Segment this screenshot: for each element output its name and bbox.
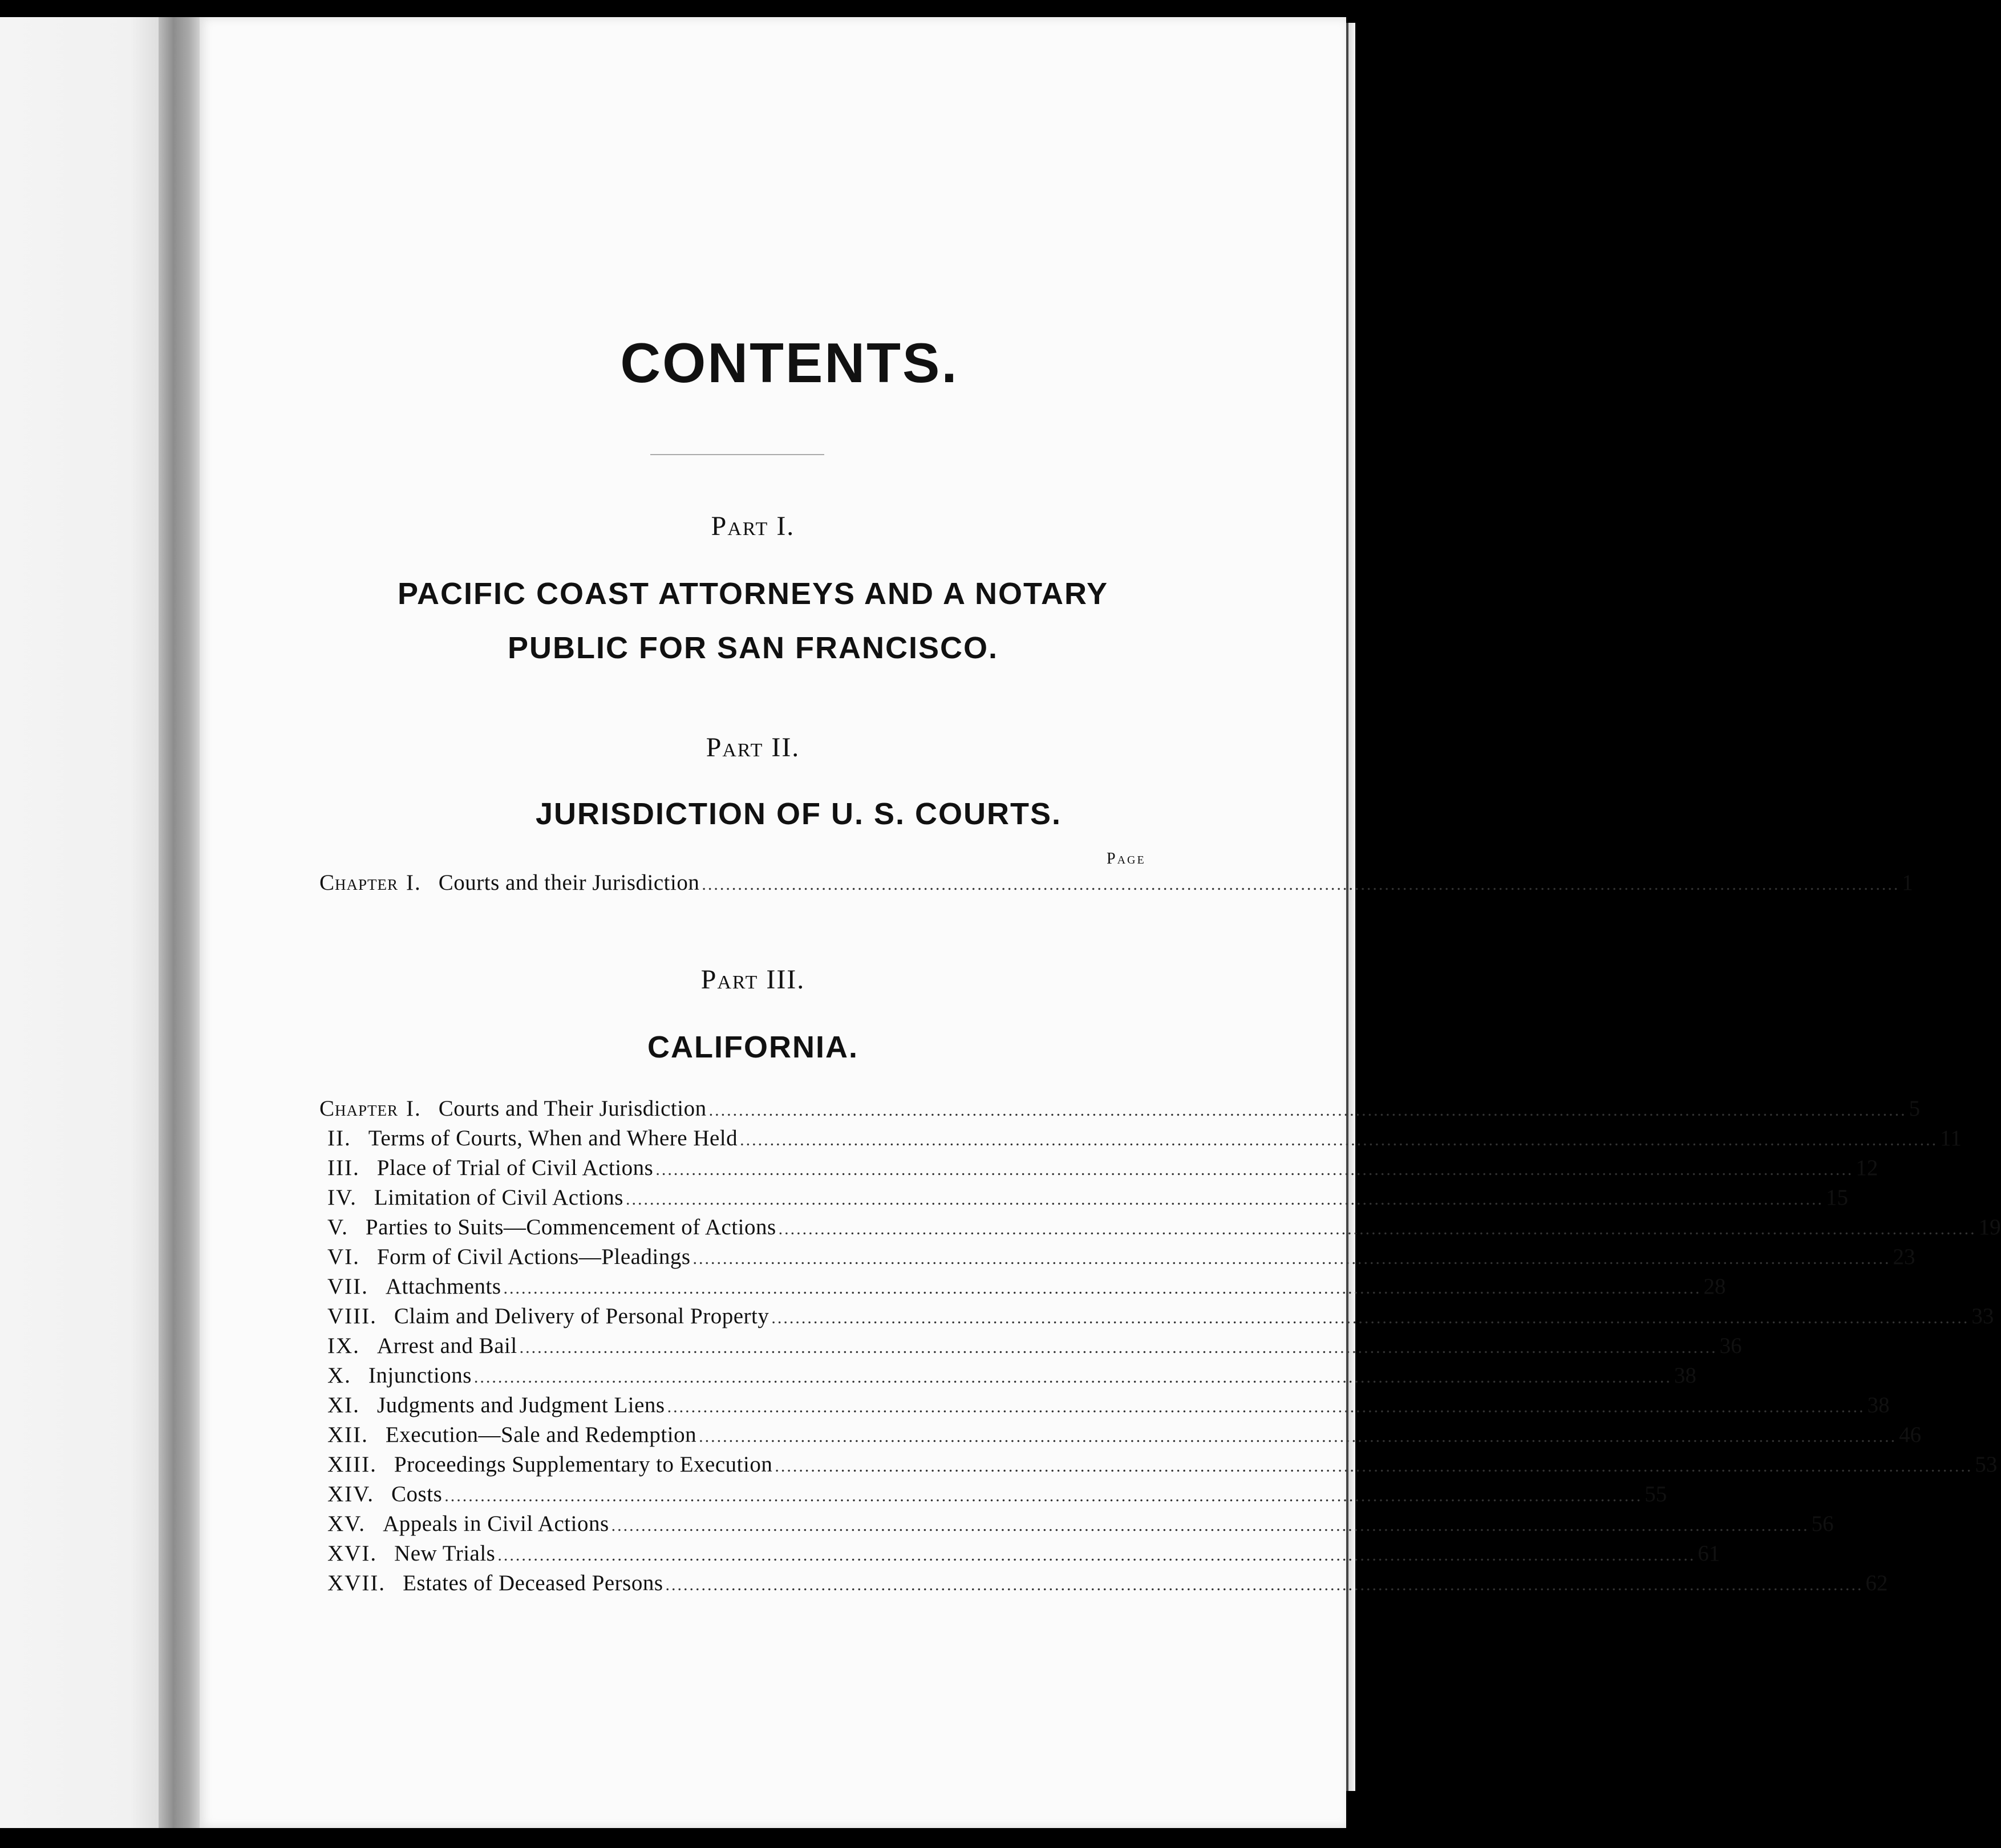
chapter-number — [319, 1331, 377, 1361]
chapter-number — [319, 1242, 377, 1272]
dot-leader: ........................................................................................................................................................................................................ — [667, 1397, 1865, 1416]
toc-entry — [319, 1391, 1890, 1420]
chapter-page-number: 19 — [1978, 1215, 2001, 1239]
toc-entry — [319, 1420, 1922, 1450]
chapter-number — [319, 868, 439, 898]
toc-entry — [319, 1124, 1962, 1153]
chapter-title: Courts and Their Jurisdiction — [438, 1096, 707, 1121]
chapter-title: Appeals in Civil Actions — [383, 1511, 609, 1536]
toc-entry — [319, 1302, 1994, 1331]
chapter-numeral: VIII. — [327, 1304, 377, 1328]
dot-leader: ........................................................................................................................................................................................................ — [692, 1249, 1891, 1268]
chapter-number — [319, 1420, 386, 1450]
chapter-page-number: 36 — [1719, 1334, 1742, 1358]
toc-entry — [319, 1450, 1998, 1480]
scan-bottom-edge — [0, 1828, 1385, 1848]
chapter-title: Proceedings Supplementary to Execution — [394, 1452, 773, 1477]
part3-heading: CALIFORNIA. — [647, 1030, 858, 1064]
dot-leader: ........................................................................................................................................................................................................ — [444, 1486, 1643, 1505]
title-rule — [650, 454, 824, 455]
chapter-title: Execution—Sale and Redemption — [385, 1423, 697, 1447]
chapter-title: Form of Civil Actions—Pleadings — [376, 1245, 691, 1269]
chapter-numeral: VI. — [327, 1245, 360, 1269]
chapter-number — [319, 1302, 394, 1331]
dot-leader: ........................................................................................................................................................................................................ — [775, 1457, 1973, 1476]
chapter-title: Limitation of Civil Actions — [374, 1185, 623, 1210]
part2-toc — [319, 868, 1913, 898]
dot-leader: ........................................................................................................................................................................................................ — [655, 1160, 1854, 1179]
toc-entry — [319, 1242, 1915, 1272]
toc-entry — [319, 1183, 1848, 1213]
chapter-title: Courts and their Jurisdiction — [438, 870, 700, 895]
dot-leader: ........................................................................................................................................................................................................ — [699, 1427, 1897, 1446]
chapter-prefix: Chapter — [319, 1096, 399, 1121]
dot-leader: ........................................................................................................................................................................................................ — [625, 1190, 1824, 1209]
dot-leader: ........................................................................................................................................................................................................ — [702, 875, 1900, 894]
dot-leader: ........................................................................................................................................................................................................ — [740, 1130, 1938, 1149]
dot-leader: ........................................................................................................................................................................................................ — [708, 1101, 1907, 1120]
chapter-numeral: III. — [327, 1156, 360, 1180]
chapter-title: Arrest and Bail — [376, 1334, 517, 1358]
chapter-number — [319, 1361, 368, 1391]
chapter-title: Parties to Suits—Commencement of Actions — [365, 1215, 776, 1239]
chapter-title: Costs — [391, 1482, 443, 1506]
chapter-page-number: 15 — [1825, 1185, 1848, 1210]
toc-entry — [319, 1331, 1742, 1361]
chapter-numeral: I. — [406, 1096, 422, 1121]
chapter-number — [319, 1124, 368, 1153]
chapter-number — [319, 1569, 403, 1598]
chapter-page-number: 11 — [1940, 1126, 1962, 1150]
chapter-numeral: X. — [327, 1363, 351, 1388]
dot-leader: ........................................................................................................................................................................................................ — [611, 1516, 1809, 1535]
chapter-numeral: XIII. — [327, 1452, 377, 1477]
chapter-title: Place of Trial of Civil Actions — [376, 1156, 654, 1180]
chapter-page-number: 5 — [1909, 1096, 1921, 1121]
dot-leader: ........................................................................................................................................................................................................ — [497, 1546, 1696, 1565]
chapter-number — [319, 1272, 386, 1302]
chapter-title: New Trials — [394, 1541, 496, 1566]
chapter-page-number: 61 — [1698, 1541, 1720, 1566]
toc-entry — [319, 1509, 1834, 1539]
chapter-page-number: 12 — [1856, 1156, 1878, 1180]
chapter-page-number: 28 — [1703, 1274, 1726, 1299]
chapter-prefix: Chapter — [319, 870, 399, 895]
chapter-page-number: 23 — [1893, 1245, 1915, 1269]
chapter-page-number: 46 — [1899, 1423, 1922, 1447]
chapter-page-number: 62 — [1865, 1571, 1888, 1595]
chapter-page-number: 55 — [1644, 1482, 1667, 1506]
chapter-numeral: XV. — [327, 1511, 366, 1536]
toc-entry — [319, 1539, 1720, 1569]
chapter-numeral: XI. — [327, 1393, 360, 1417]
chapter-numeral: XII. — [327, 1423, 368, 1447]
part3-toc — [319, 1094, 2001, 1598]
chapter-page-number: 38 — [1867, 1393, 1890, 1417]
toc-entry — [319, 1569, 1888, 1598]
chapter-page-number: 53 — [1975, 1452, 1998, 1477]
dot-leader: ........................................................................................................................................................................................................ — [665, 1575, 1864, 1594]
chapter-number — [319, 1539, 394, 1569]
toc-entry — [319, 1094, 1921, 1124]
toc-entry — [319, 868, 1913, 898]
chapter-number — [319, 1094, 439, 1124]
chapter-number — [319, 1509, 383, 1539]
chapter-number — [319, 1213, 366, 1242]
chapter-title: Claim and Delivery of Personal Property — [394, 1304, 769, 1328]
toc-entry — [319, 1480, 1667, 1509]
chapter-numeral: IX. — [327, 1334, 360, 1358]
chapter-number — [319, 1450, 394, 1480]
chapter-number — [319, 1153, 377, 1183]
dot-leader: ........................................................................................................................................................................................................ — [771, 1308, 1970, 1327]
dot-leader: ........................................................................................................................................................................................................ — [473, 1368, 1672, 1387]
toc-entry — [319, 1272, 1726, 1302]
toc-entry — [319, 1153, 1878, 1183]
part1-heading-line1: PACIFIC COAST ATTORNEYS AND A NOTARY — [398, 577, 1108, 611]
chapter-title: Estates of Deceased Persons — [403, 1571, 663, 1595]
part1-label: Part I. — [711, 511, 795, 541]
dot-leader: ........................................................................................................................................................................................................ — [519, 1338, 1718, 1357]
chapter-numeral: I. — [406, 870, 422, 895]
chapter-numeral: XIV. — [327, 1482, 375, 1506]
book-gutter — [159, 17, 201, 1828]
part2-heading: JURISDICTION OF U. S. COURTS. — [535, 797, 1062, 831]
dot-leader: ........................................................................................................................................................................................................ — [503, 1279, 1702, 1298]
left-facing-page — [0, 17, 163, 1828]
chapter-page-number: 38 — [1674, 1363, 1696, 1388]
part3-label: Part III. — [700, 964, 805, 995]
chapter-page-number: 56 — [1811, 1511, 1834, 1536]
chapter-title: Judgments and Judgment Liens — [376, 1393, 665, 1417]
chapter-title: Terms of Courts, When and Where Held — [368, 1126, 738, 1150]
scan-top-edge — [0, 0, 1385, 17]
chapter-title: Attachments — [385, 1274, 501, 1299]
chapter-title: Injunctions — [368, 1363, 472, 1388]
part1-heading-line2: PUBLIC FOR SAN FRANCISCO. — [508, 631, 998, 665]
chapter-numeral: IV. — [327, 1185, 357, 1210]
chapter-number — [319, 1391, 377, 1420]
chapter-number — [319, 1480, 391, 1509]
chapter-numeral: XVI. — [327, 1541, 378, 1566]
chapter-numeral: II. — [327, 1126, 351, 1150]
toc-entry — [319, 1213, 2001, 1242]
page-column-label: Page — [1107, 850, 1146, 868]
chapter-numeral: XVII. — [327, 1571, 386, 1595]
chapter-page-number: 1 — [1902, 870, 1913, 895]
page-title: CONTENTS. — [620, 331, 959, 394]
chapter-numeral: VII. — [327, 1274, 368, 1299]
dot-leader: ........................................................................................................................................................................................................ — [778, 1219, 1976, 1238]
chapter-number — [319, 1183, 374, 1213]
toc-entry — [319, 1361, 1696, 1391]
chapter-numeral: V. — [327, 1215, 349, 1239]
chapter-page-number: 33 — [1971, 1304, 1994, 1328]
part2-label: Part II. — [706, 732, 800, 763]
